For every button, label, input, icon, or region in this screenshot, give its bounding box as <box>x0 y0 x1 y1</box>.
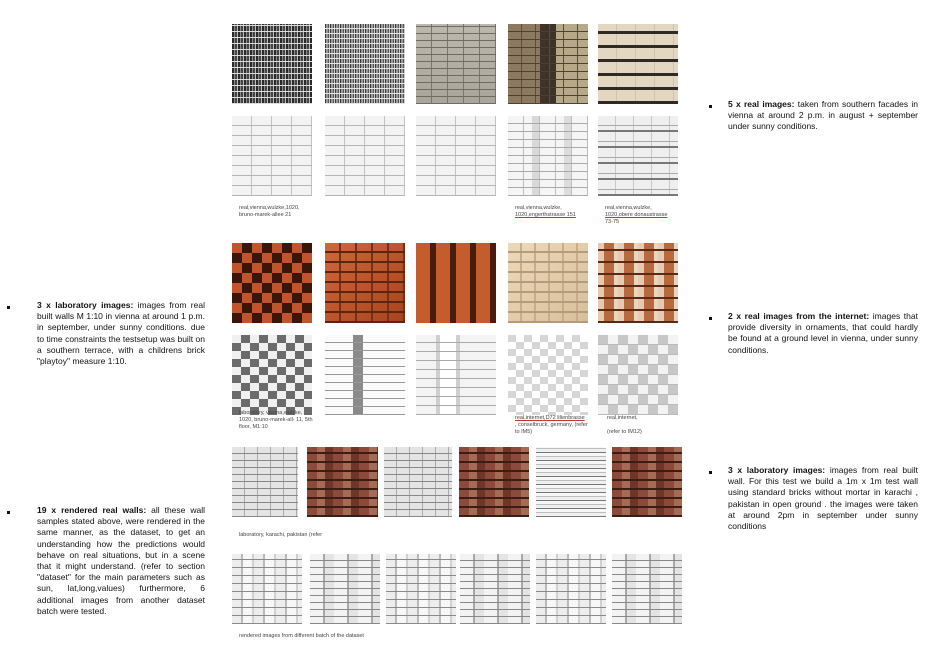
render-batch-6 <box>612 554 682 624</box>
caption-karachi: laboratory, karachi, pakistan (refer <box>239 532 323 538</box>
note-lab-images-vienna <box>37 300 205 367</box>
photo-internet-2 <box>598 243 678 323</box>
caption-line: 1020,obere donaustrasse <box>605 212 668 218</box>
note-title: 5 x real images: <box>728 99 795 109</box>
render-karachi-3 <box>536 447 606 517</box>
caption-line: bruno-marek-allee 21 <box>239 212 292 218</box>
render-vienna-5 <box>598 116 678 196</box>
caption-line: 1020,engerthstrasse 151 <box>515 212 576 218</box>
caption-internet-2 <box>607 415 642 436</box>
bullet-icon <box>709 471 712 474</box>
render-batch-5 <box>536 554 606 624</box>
caption-line: real,internet, <box>607 415 638 421</box>
render-vienna-2 <box>325 116 405 196</box>
photo-lab-vienna-1 <box>232 243 312 323</box>
render-karachi-2 <box>384 447 452 517</box>
render-batch-1 <box>232 554 302 624</box>
caption-line: 73-75 <box>605 219 620 225</box>
note-rendered-walls <box>37 505 205 617</box>
render-batch-4 <box>460 554 530 624</box>
render-karachi-1 <box>232 447 298 517</box>
note-text: all these wall samples stated above, were rendered in the same manner, as the dataset, to get an understanding how the predictions would behave on real situations, but in a scene that it might understand. (refer to section "dataset" for the main parameters such as sun, lat,long,values) furthermore, 6 additional images from another dataset batch were tested. <box>37 505 205 616</box>
note-title: 3 x laboratory images: <box>728 465 826 475</box>
render-vienna-3 <box>416 116 496 196</box>
caption-line: 1020, bruno-marek-all- 11, 5th <box>239 417 313 423</box>
caption-line: floor, M1:10 <box>239 424 268 430</box>
render-vienna-1 <box>232 116 312 196</box>
render-lab-1 <box>232 335 312 415</box>
render-internet-2 <box>598 335 678 415</box>
caption-line: real,internet,D72 lilienbrasse <box>515 415 585 421</box>
render-internet-1 <box>508 335 588 415</box>
caption-vienna-4 <box>515 205 576 219</box>
caption-vienna-5 <box>605 205 667 226</box>
note-internet-images <box>728 311 918 356</box>
caption-line: , conselbruck, germany, (refer <box>515 422 588 428</box>
render-batch-3 <box>386 554 456 624</box>
bullet-icon <box>709 317 712 320</box>
photo-real-vienna-5 <box>598 24 678 104</box>
caption-line: real,vienna,wulzke,1020, <box>239 205 300 211</box>
note-title: 2 x real images from the internet: <box>728 311 870 321</box>
photo-real-vienna-2 <box>325 24 405 104</box>
render-vienna-4 <box>508 116 588 196</box>
photo-internet-1 <box>508 243 588 323</box>
caption-line: real,vienna,wulzke, <box>605 205 652 211</box>
photo-karachi-3 <box>612 447 682 517</box>
caption-internet-1 <box>515 415 597 436</box>
note-text: images from real built wall. For this test we build a 1m x 1m test wall using standard bricks without mortar in karachi , pakistan in open ground . the images were taken at around 2pm in september under sunny conditions <box>728 465 918 532</box>
render-batch-2 <box>310 554 380 624</box>
photo-real-vienna-1 <box>232 24 312 104</box>
note-title: 3 x laboratory images: <box>37 300 134 310</box>
photo-lab-vienna-3 <box>416 243 496 323</box>
note-title: 19 x rendered real walls: <box>37 505 147 515</box>
bullet-icon <box>709 105 712 108</box>
photo-karachi-2 <box>459 447 529 517</box>
bullet-icon <box>7 306 10 309</box>
note-lab-images-karachi <box>728 465 918 532</box>
caption-rendered-batch: rendered images from different batch of the dataset <box>239 633 364 639</box>
photo-real-vienna-4 <box>508 24 588 104</box>
render-lab-3 <box>416 335 496 415</box>
note-text: images from real built walls M 1:10 in vienna at around 1 p.m. in september, under sunny conditions. due to time constraints the testsetup was built on a southern terrace, with a childrens brick "playtoy" measure 1:10. <box>37 300 205 367</box>
caption-line: to IM5) <box>515 429 533 435</box>
caption-line: (refer to IM12) <box>607 429 642 435</box>
caption-line: laboratory, vienna,wulzke, <box>239 410 303 416</box>
note-text: images that provide diversity in ornaments, that could hardly be found at a ground level in vienna, under sunny conditions. <box>728 311 918 355</box>
caption-vienna-1 <box>239 205 300 219</box>
photo-lab-vienna-2 <box>325 243 405 323</box>
caption-line: real,vienna,wulzke, <box>515 205 562 211</box>
note-text: taken from southern facades in vienna at around 2 p.m. in august + september under sunny conditions. <box>728 99 918 132</box>
photo-karachi-1 <box>307 447 378 517</box>
render-lab-2 <box>325 335 405 415</box>
caption-lab-vienna <box>239 410 321 431</box>
photo-real-vienna-3 <box>416 24 496 104</box>
bullet-icon <box>7 511 10 514</box>
note-real-images <box>728 99 918 133</box>
